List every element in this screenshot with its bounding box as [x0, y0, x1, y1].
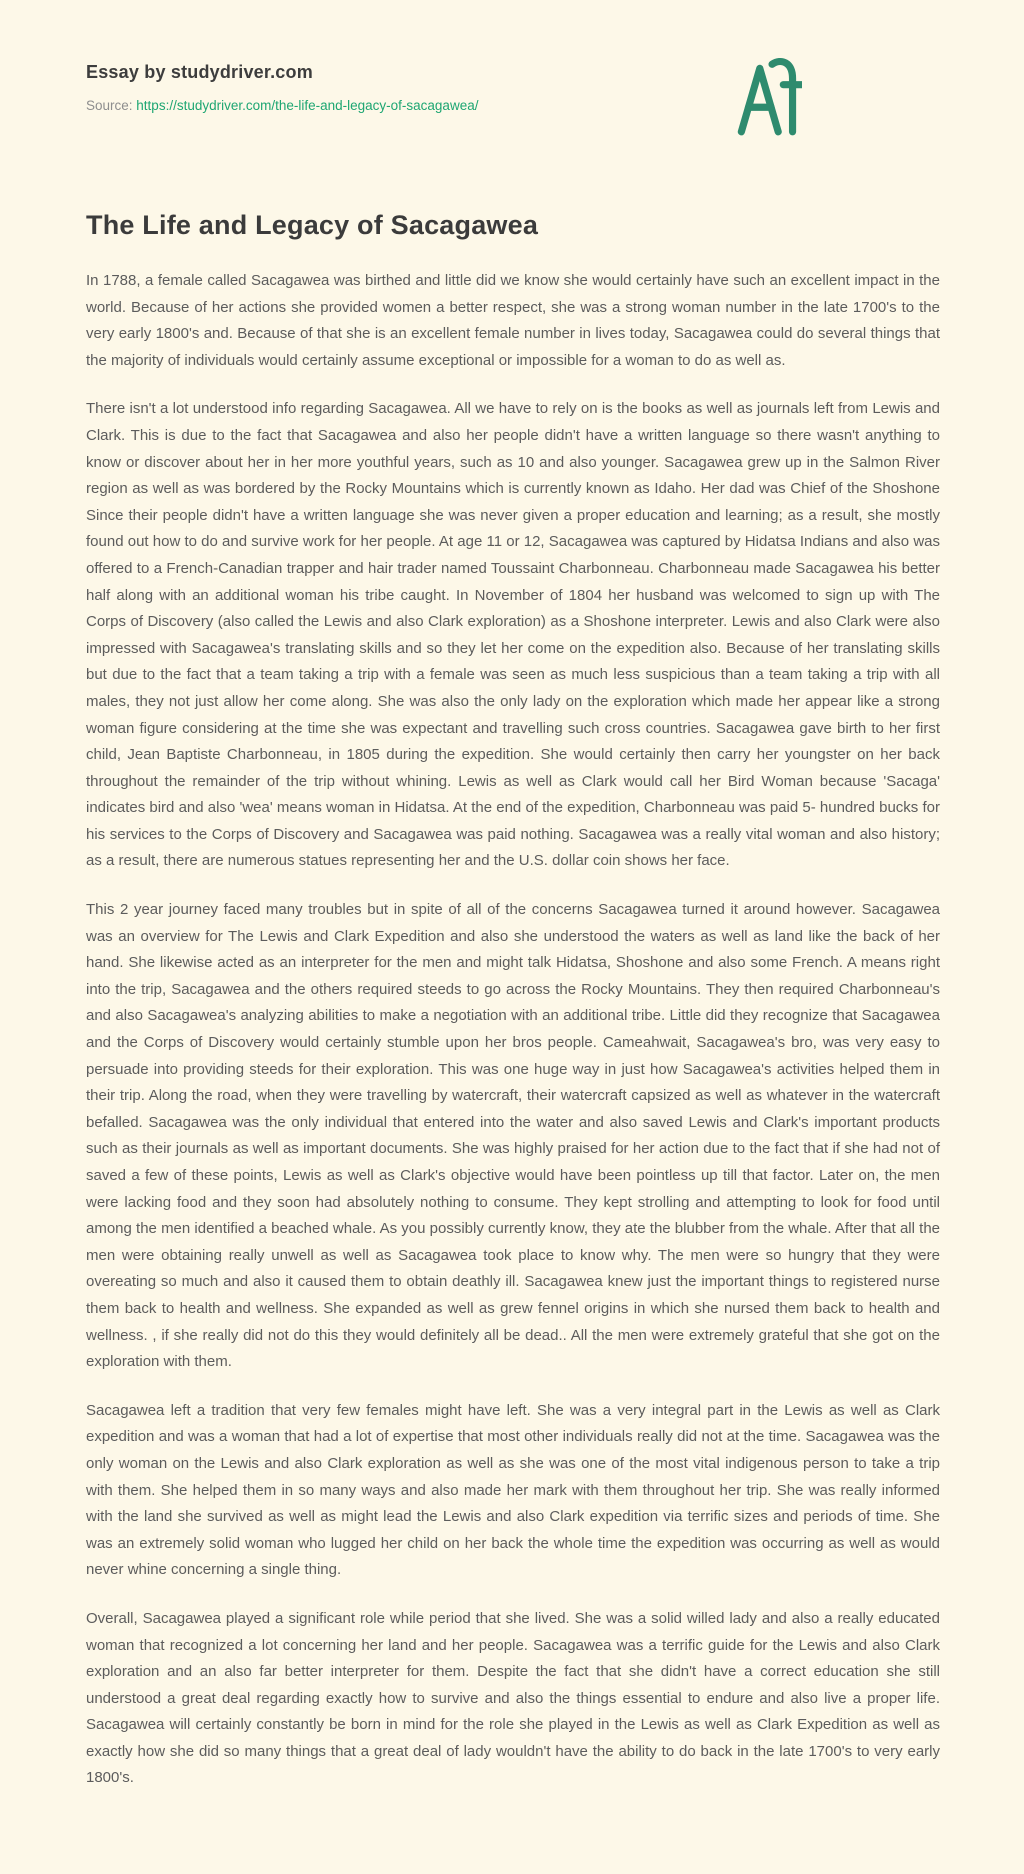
source-line	[86, 98, 940, 113]
header	[86, 62, 940, 113]
studydriver-logo-icon	[736, 54, 802, 140]
essay-paragraph: Overall, Sacagawea played a significant role while period that she lived. She was a solid willed lady and also a really educated woman that recognized a lot concerning her land and her people. Sacagawea was a terrific guide for the Lewis and also Clark exploration and an also far better interpreter for them. Despite the fact that she didn't have a correct education she still understood a great deal regarding exactly how to survive and also the things essential to endure and also live a proper life. Sacagawea will certainly constantly be born in mind for the role she played in the Lewis as well as Clark Expedition as well as exactly how she did so many things that a great deal of lady wouldn't have the ability to do back in the late 1700's to very early 1800's.	[86, 1609, 940, 1787]
studydriver-logo	[736, 54, 802, 140]
essay-paragraph: This 2 year journey faced many troubles but in spite of all of the concerns Sacagawea turned it around however. Sacagawea was an overview for The Lewis and Clark Expedition and also she understood the waters as well as land like the back of her hand. She likewise acted as an interpreter for the men and might talk Hidatsa, Shoshone and also some French. A means right into the trip, Sacagawea and the others required steeds to go across the Rocky Mountains. They then required Charbonneau's and also Sacagawea's analyzing abilities to make a negotiation with an additional tribe. Little did they recognize that Sacagawea and the Corps of Discovery would certainly stumble upon her bros people. Cameahwait, Sacagawea's bro, was very easy to persuade into providing steeds for their exploration. This was one huge way in just how Sacagawea's activities helped them in their trip. Along the road, when they were travelling by watercraft, their watercraft capsized as well as whatever in the watercraft befalled. Sacagawea was the only individual that entered into the water and also saved Lewis and Clark's important products such as their journals as well as important documents. She was highly praised for her action due to the fact that if she had not of saved a few of these points, Lewis as well as Clark's objective would have been pointless up till that factor. Later on, the men were lacking food and they soon had absolutely nothing to consume. They kept strolling and attempting to look for food until among the men identified a beached whale. As you possibly currently know, they ate the blubber from the whale. After that all the men were obtaining really unwell as well as Sacagawea took place to know why. The men were so hungry that they were overeating so much and also it caused them to obtain deathly ill. Sacagawea knew just the important things to registered nurse them back to health and wellness. She expanded as well as grew fennel origins in which she nursed them back to health and wellness. , if she really did not do this they would definitely all be dead.. All the men were extremely grateful that she got on the exploration with them.	[86, 901, 940, 1371]
essay-paragraph: There isn't a lot understood info regarding Sacagawea. All we have to rely on is the books as well as journals left from Lewis and Clark. This is due to the fact that Sacagawea and also her people didn't have a written language so there wasn't anything to know or discover about her in her more youthful years, such as 10 and also younger. Sacagawea grew up in the Salmon River region as well as was bordered by the Rocky Mountains which is currently known as Idaho. Her dad was Chief of the Shoshone Since their people didn't have a written language she was never given a proper education and learning; as a result, she mostly found out how to do and survive work for her people. At age 11 or 12, Sacagawea was captured by Hidatsa Indians and also was offered to a French-Canadian trapper and hair trader named Toussaint Charbonneau. Charbonneau made Sacagawea his better half along with an additional woman his tribe caught. In November of 1804 her husband was welcomed to sign up with The Corps of Discovery (also called the Lewis and also Clark exploration) as a Shoshone interpreter. Lewis and also Clark were also impressed with Sacagawea's translating skills and so they let her come on the expedition also. Because of her translating skills but due to the fact that a team taking a trip with a female was seen as much less suspicious than a team taking a trip with all males, they not just allow her come along. She was also the only lady on the exploration which made her appear like a strong woman figure considering at the time she was expectant and travelling such cross countries. Sacagawea gave birth to her first child, Jean Baptiste Charbonneau, in 1805 during the expedition. She would certainly then carry her youngster on her back throughout the remainder of the trip without whining. Lewis as well as Clark would call her Bird Woman because 'Sacaga' indicates bird and also 'wea' means woman in Hidatsa. At the end of the expedition, Charbonneau was paid 5- hundred bucks for his services to the Corps of Discovery and Sacagawea was paid nothing. Sacagawea was a really vital woman and also history; as a result, there are numerous statues representing her and the U.S. dollar coin shows her face.	[86, 400, 940, 870]
essay-paragraph: In 1788, a female called Sacagawea was birthed and little did we know she would certainly have such an excellent impact in the world. Because of her actions she provided women a better respect, she was a strong woman number in the late 1700's to the very early 1800's and. Because of that she is an excellent female number in lives today, Sacagawea could do several things that the majority of individuals would certainly assume exceptional or impossible for a woman to do as well as.	[86, 272, 940, 369]
source-label: Source:	[86, 98, 133, 113]
essay-paragraph: Sacagawea left a tradition that very few females might have left. She was a very integral part in the Lewis as well as Clark expedition and was a woman that had a lot of expertise that most other individuals really did not at the time. Sacagawea was the only woman on the Lewis and also Clark exploration as well as she was one of the most vital indigenous person to take a trip with them. She helped them in so many ways and also made her mark with them throughout her trip. She was really informed with the land she survived as well as might lead the Lewis and also Clark expedition via terrific sizes and periods of time. She was an extremely solid woman who lugged her child on her back the whole time the expedition was occurring as well as would never whine concerning a single thing.	[86, 1401, 940, 1579]
essay-by-line: Essay by studydriver.com	[86, 62, 313, 82]
essay-title: The Life and Legacy of Sacagawea	[86, 210, 539, 240]
source-link[interactable]: https://studydriver.com/the-life-and-legacy-of-sacagawea/	[136, 98, 479, 113]
essay-body	[86, 268, 940, 1792]
